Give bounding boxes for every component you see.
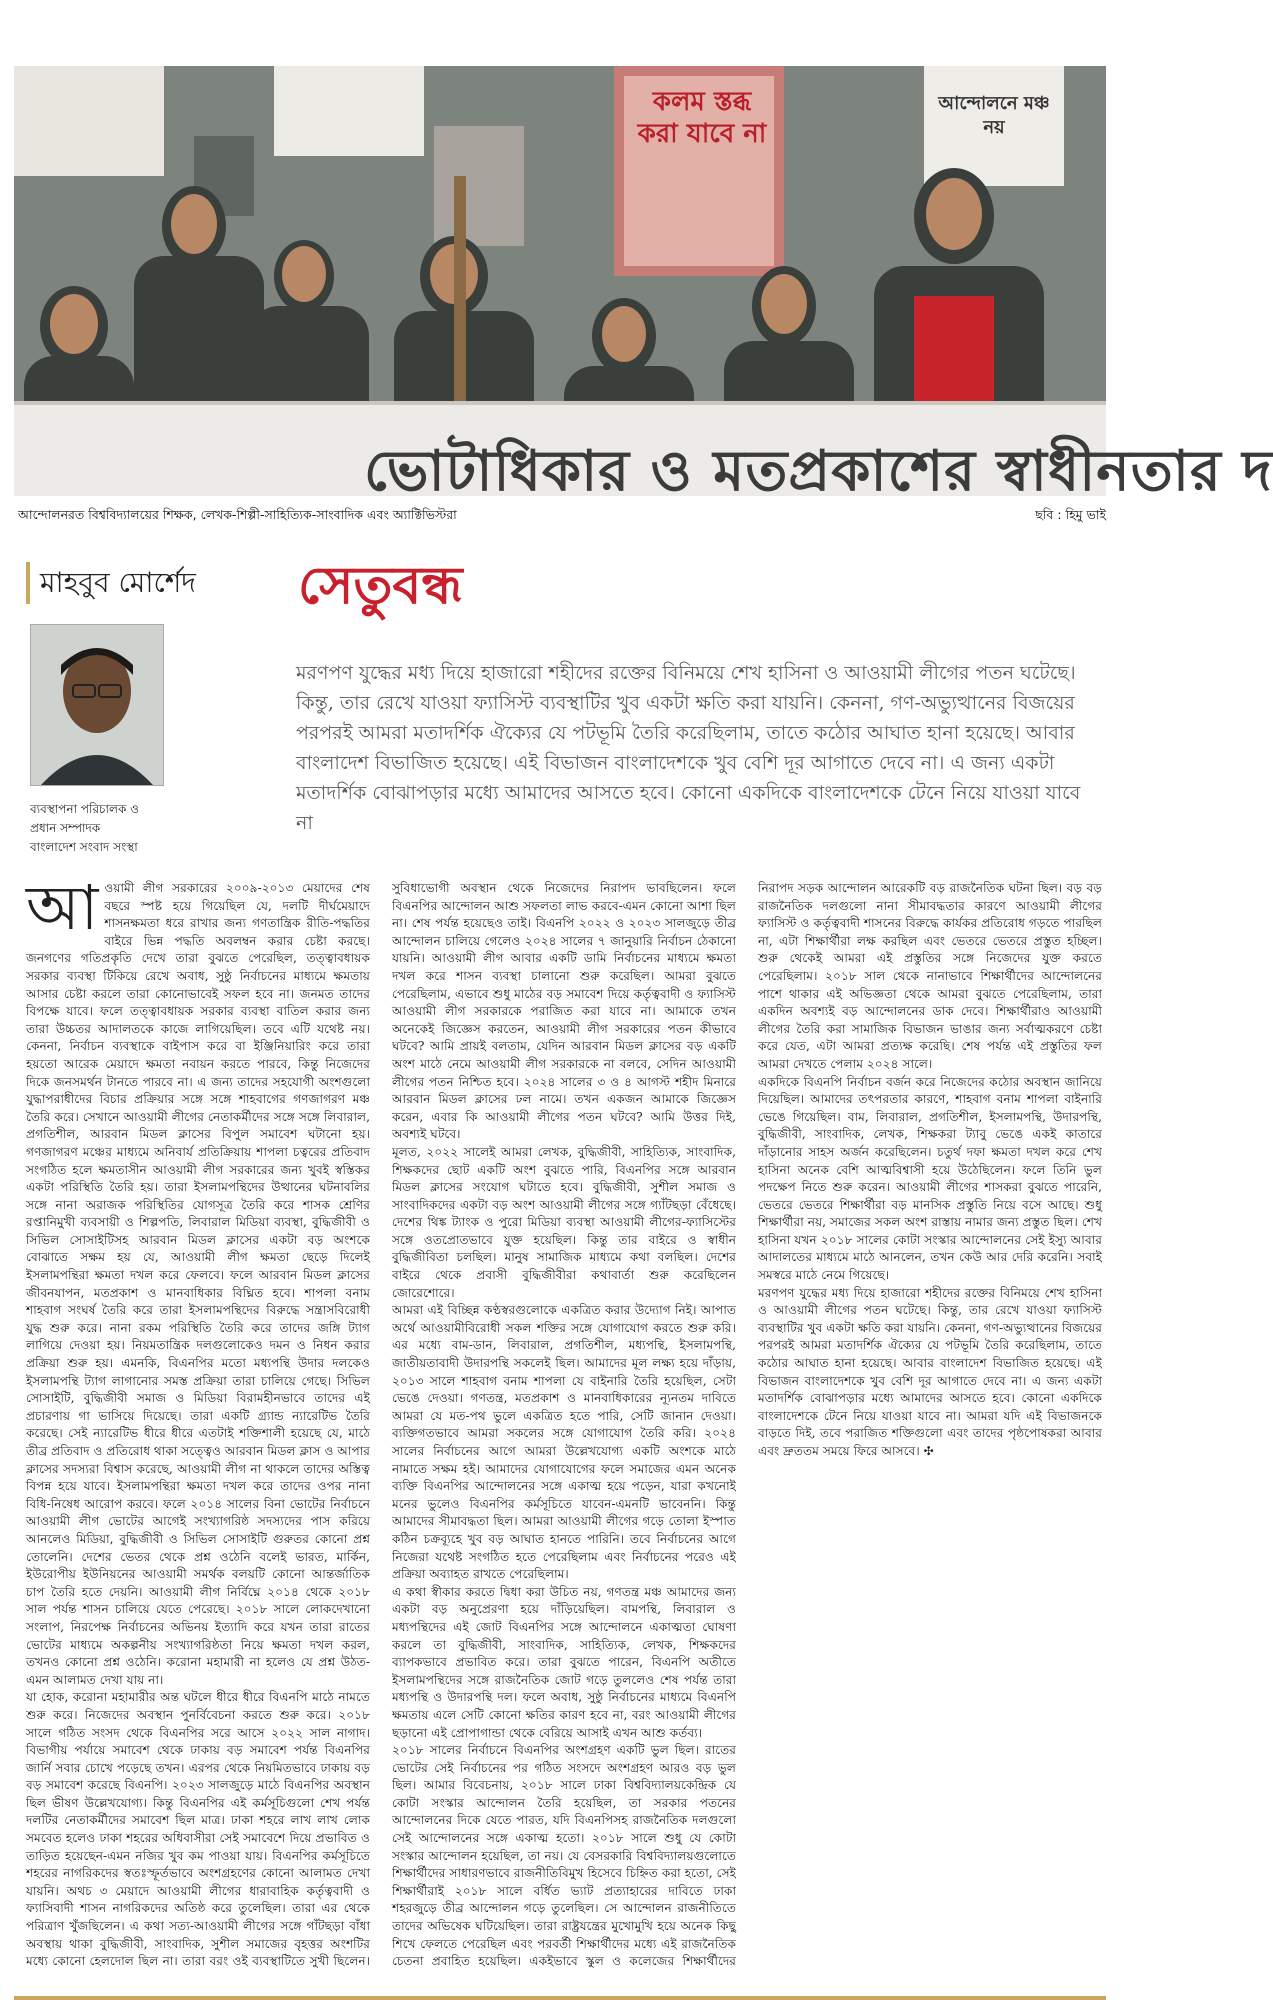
photo-credit: ছবি : হিমু ভাই — [1035, 507, 1106, 522]
banner-slogan: ভোটাধিকার ও মতপ্রকাশের স্বাধীনতার দ — [364, 438, 1273, 504]
author-role — [30, 800, 210, 857]
lead-paragraph: মরণপণ যুদ্ধের মধ্য দিয়ে হাজারো শহীদের রক্তের বিনিময়ে শেখ হাসিনা ও আওয়ামী লীগের পতন ঘটেছে। কিন্তু, তার রেখে যাওয়া ফ্যাসিস্ট ব্যবস্থাটির খুব একটা ক্ষতি করা যায়নি। কেননা, গণ-অভ্যুত্থানের বিজয়ের পরপরই আমরা মতাদর্শিক ঐক্যের যে পটভূমি তৈরি করেছিলাম, তাতে কঠোর আঘাত হানা হয়েছে। আবার বাংলাদেশ বিভাজিত হয়েছে। এই বিভাজন বাংলাদেশকে খুব বেশি দূর আগাতে দেবে না। এ জন্য একটা মতাদর্শিক বোঝাপড়ার মধ্যে আমাদের আসতে হবে। কোনো একদিকে বাংলাদেশকে টেনে নিয়ে যাওয়া যাবে না — [296, 662, 1081, 834]
author-role-line: বাংলাদেশ সংবাদ সংস্থা — [30, 840, 138, 854]
article-body — [26, 871, 1102, 1980]
body-paragraph: এ কথা স্বীকার করতে দ্বিধা করা উচিত নয়, গণতন্ত্র মঞ্চ আমাদের জন্য একটা বড় অনুপ্রেরণা হয়ে দাঁড়িয়েছিল। বামপন্থি, লিবারাল ও মধ্যপন্থিদের এই জোট বিএনপির সঙ্গে আন্দোলনে একাত্মতা ঘোষণা করলে তা বুদ্ধিজীবী, সাংবাদিক, সাহিত্যিক, লেখক, শিক্ষকদের ব্যাপকভাবে প্রভাবিত করে। তারা বুঝতে পারেন, বিএনপি অতীতে ইসলামপন্থিদের সঙ্গে রাজনৈতিক জোট গড়ে তুললেও শেষ পর্যন্ত তারা মধ্যপন্থি ও উদারপন্থি দল। ফলে অবাধ, সুষ্ঠু নির্বাচনের মাধ্যমে বিএনপি ক্ষমতায় এলে সেটি কোনো ক্ষতির কারণ হবে না, বরং আওয়ামী লীগের ছড়ানো এই প্রোপাগান্ডা থেকে বেরিয়ে আসাই এখন আশু কর্তব্য। — [392, 1584, 736, 1740]
hero-photo — [14, 66, 1273, 504]
body-paragraph: মূলত, ২০২২ সালেই আমরা লেখক, বুদ্ধিজীবী, সাহিত্যিক, সাংবাদিক, শিক্ষকদের ছোট একটি অংশ বুঝতে পারি, বিএনপির সঙ্গে আরবান মিডল ক্লাসের সংযোগ ঘটাতে হবে। বুদ্ধিজীবী, সুশীল সমাজ ও সাংবাদিকদের একটা বড় অংশ আওয়ামী লীগের সঙ্গে গ্যাঁটছড়া বেঁধেছে। দেশের থিঙ্ক ট্যাংক ও পুরো মিডিয়া ব্যবস্থা আওয়ামী লীগের-ফ্যাসিস্টের সঙ্গে ওতপ্রোতভাবে যুক্ত হয়েছিল। কিন্তু তার বাইরে ও স্বাধীন বুদ্ধিজীবিতা চলছিল। মানুষ সামাজিক মাধ্যমে কথা বলছিল। দেশের বাইরে থেকে প্রবাসী বুদ্ধিজীবীরা কথাবার্তা শুরু করেছিলেন জোরেশোরে। — [392, 1144, 736, 1300]
footer-rule — [14, 1996, 1106, 2000]
body-paragraph: আমরা এই বিচ্ছিন্ন কণ্ঠস্বরগুলোকে একত্রিত করার উদ্যোগ নিই। আপাত অর্থে আওয়ামীবিরোধী সকল শক্তির সঙ্গে যোগাযোগ করতে শুরু করি। এর মধ্যে বাম-ডান, লিবারাল, প্রগতিশীল, মধ্যপন্থি, ইসলামপন্থি, জাতীয়তাবাদী উদারপন্থি সকলেই ছিল। আমাদের মূল লক্ষ্য হয়ে দাঁড়ায়, ২০১৩ সালে শাহবাগ বনাম শাপলা যে বাইনারি তৈরি হয়েছিল, সেটা ভেঙে দেওয়া। গণতন্ত্র, মতপ্রকাশ ও মানবাধিকারের ন্যূনতম দাবিতে আমরা যে মত-পথ ভুলে একত্রিত হতে পারি, সেটি জানান দেওয়া। ব্যক্তিগতভাবে আমরা সকলের সঙ্গে যোগাযোগ তৈরি করি। ২০২৪ সালের নির্বাচনের আগে আমরা উল্লেখযোগ্য একটি অংশকে মাঠে নামাতে সক্ষম হই। আমাদের যোগাযোগের ফলে সমাজের এমন অনেক ব্যক্তি বিএনপির আন্দোলনের সঙ্গে একাত্ম হয়ে পড়েন, যারা কখনোই মনের ভুলেও বিএনপির কর্মসূচিতে যাবেন-এমনটি ভাবেননি। কিন্তু আমাদের সীমাবদ্ধতা ছিল। আমরা আওয়ামী লীগের গড়ে তোলা ইস্পাত কঠিন চক্রব্যূহে খুব বড় আঘাত হানতে পারিনি। তবে নির্বাচনের আগে নিজেরা যথেষ্ট সংগঠিত হতে পেরেছিলাম এবং নির্বাচনের পরেও এই প্রক্রিয়া অব্যাহত রাখতে পেরেছিলাম। — [392, 1303, 736, 1582]
author-role-line: প্রধান সম্পাদক — [30, 821, 101, 835]
body-paragraph — [26, 871, 371, 1689]
body-paragraph: ২০১৮ সালের নির্বাচনে বিএনপির অংশগ্রহণ একটি ভুল ছিল। রাতের ভোটের সেই নির্বাচনের পর গঠিত সংসদে অংশগ্রহণ আরও বড় ভুল ছিল। আমার বিবেচনায়, ২০১৮ সালে ঢাকা বিশ্ববিদ্যালয়কেন্দ্রিক যে কোটা সংস্কার আন্দোলন তৈরি হয়েছিল, তা সরকার পতনের আন্দোলনের দিকে যেতে পারত, যদি বিএনপিসহ রাজনৈতিক দলগুলো সেই আন্দোলনের সঙ্গে একাত্ম হতো। ২০১৮ সালে শুধু যে কোটা সংস্কার আন্দোলন হয়েছিল, তা নয়। যে বেসরকারি বিশ্ববিদ্যালয়গুলোতে শিক্ষার্থীদের সাধারণভাবে রাজনীতিবিমুখ হিসেবে চিহ্নিত করা হতো, সেই শিক্ষার্থীরাই ২০১৮ সালে বর্ধিত ভ্যাট প্রত্যাহারের দাবিতে ঢাকা শহরজুড়ে তীব্র আন্দোলন গড়ে তুলেছিল। সে আন্দোলন রাজনীতিতে তাদের অভিষেক ঘটিয়েছিল। তারা রাষ্ট্রযন্ত্রের মুখোমুখি হয়ে অনেক কিছু শিখে ফেলতে পেরেছিল এবং পরবর্তী শিক্ষার্থীদের মধ্যে এই রাজনৈতিক চেতনা প্রবাহিত হয়েছিল। একইভাবে স্কুল ও কলেজের শিক্ষার্থীদের নিরাপদ সড়ক আন্দোলন আরেকটি বড় রাজনৈতিক ঘটনা ছিল। বড় বড় রাজনৈতিক দলগুলো নানা সীমাবদ্ধতার কারণে আওয়ামী লীগের ফ্যাসিস্ট ও কর্তৃত্ববাদী শাসনের বিরুদ্ধে কার্যকর প্রতিরোধ গড়তে পারছিল না, এটা শিক্ষার্থীরা লক্ষ করছিল এবং ভেতরে ভেতরে প্রস্তুত হচ্ছিল। শুরু থেকেই আমরা এই প্রস্তুতির সঙ্গে নিজেদের যুক্ত করতে পেরেছিলাম। ২০১৮ সাল থেকে নানাভাবে শিক্ষার্থীদের আন্দোলনের পাশে থাকার এই অভিজ্ঞতা থেকে আমরা বুঝতে পেরেছিলাম, তারা একদিন অবশ্যই বড় আন্দোলনের ডাক দেবে। শিক্ষার্থীরাও আওয়ামী লীগের তৈরি করা সামাজিক বিভাজন ভাঙার জন্য সর্বাত্মকরণে চেষ্টা করে যেত, এটা আমরা প্রত্যক্ষ করেছি। শেষ পর্যন্ত এই প্রস্তুতির ফল আমরা দেখতে পেলাম ২০২৪ সালে। — [392, 881, 1102, 1969]
body-paragraph: একদিকে বিএনপি নির্বাচন বর্জন করে নিজেদের কঠোর অবস্থান জানিয়ে দিয়েছিল। আমাদের তৎপরতার কারণে, শাহবাগ বনাম শাপলা বাইনারি ভেঙে গিয়েছিল। বাম, লিবারাল, প্রগতিশীল, ইসলামপন্থি, উদারপন্থি, বুদ্ধিজীবী, সাংবাদিক, লেখক, শিক্ষকরা ট্যাবু ভেঙে একই কাতারে দাঁড়ানোর সাহস অর্জন করেছিলেন। চতুর্থ দফা ক্ষমতা দখল করে শেখ হাসিনা অনেক বেশি আত্মবিশ্বাসী হয়ে উঠেছিলেন। ফলে তিনি ভুল পদক্ষেপ নিতে শুরু করেন। আওয়ামী লীগের শাসকরা বুঝতে পারেনি, ভেতরে ভেতরে শিক্ষার্থীরা বড় মানসিক প্রস্তুতি নিয়ে বসে আছে। শুধু শিক্ষার্থীরা নয়, সমাজের সকল অংশ রাস্তায় নামার জন্য প্রস্তুত ছিল। শেখ হাসিনা যখন ২০১৮ সালের কোটা সংস্কার আন্দোলনের সেই ইস্যু আবার আদালতের মাধ্যমে মাঠে আনলেন, তখন কেউ আর দেরি করেনি। সবাই সমস্বরে মাঠে নেমে গিয়েছে। — [758, 1074, 1102, 1283]
author-name: মাহবুব মোর্শেদ — [26, 562, 196, 604]
body-paragraph: মরণপণ যুদ্ধের মধ্য দিয়ে হাজারো শহীদের রক্তের বিনিময়ে শেখ হাসিনা ও আওয়ামী লীগের পতন ঘটেছে। কিন্তু, তার রেখে যাওয়া ফ্যাসিস্ট ব্যবস্থাটির খুব একটা ক্ষতি করা যায়নি। কেননা, গণ-অভ্যুত্থানের বিজয়ের পরপরই আমরা মতাদর্শিক ঐক্যের যে পটভূমি তৈরি করেছিলাম, তাতে কঠোর আঘাত হানা হয়েছে। আবার বাংলাদেশ বিভাজিত হয়েছে। এই বিভাজন বাংলাদেশকে খুব বেশি দূর আগাতে দেবে না। এ জন্য একটা মতাদর্শিক বোঝাপড়ার মধ্যে আমাদের আসতে হবে। কোনো একদিকে বাংলাদেশকে টেনে নিয়ে যাওয়া যাবে না। আমরা যদি এই বিভাজনকে বাড়তে দিই, তবে পরাজিত শক্তিগুলো এবং তাদের পৃষ্ঠপোষকরা আবার এবং দ্রুততম সময়ে ফিরে আসবে। ✣ — [758, 1285, 1102, 1458]
photo-caption — [14, 505, 1106, 525]
photo-caption-text: আন্দোলনরত বিশ্ববিদ্যালয়ের শিক্ষক, লেখক-শিল্পী-সাহিত্যিক-সাংবাদিক এবং অ্যাক্টিভিস্টরা — [18, 507, 457, 522]
author-portrait-illustration — [31, 625, 163, 785]
column-title: সেতুবন্ধ — [298, 555, 463, 616]
protest-sign-text-right: আন্দোলনে মঞ্চ নয় — [938, 93, 1050, 138]
body-paragraph-text: ওয়ামী লীগ সরকারের ২০০৯-২০১৩ মেয়াদের শেষ বছরে স্পষ্ট হয়ে গিয়েছিল যে, দলটি দীর্ঘমেয়াদে শাসনক্ষমতা ধরে রাখার জন্য গণতান্ত্রিক রীতি-পদ্ধতির বাইরে ভিন্ন পদ্ধতি অবলম্বন করার চেষ্টা করছে। জনগণের গতিপ্রকৃতি দেখে তারা বুঝতে পেরেছিল, তত্ত্বাবধায়ক সরকার ব্যবস্থা টিকিয়ে রেখে অবাধ, সুষ্ঠু নির্বাচনের মাধ্যমে ক্ষমতায় আসার চেষ্টা করলে তারা কোনোভাবেই সফল হবে না। জনমত তাদের বিপক্ষে যাবে। ফলে তত্ত্বাবধায়ক সরকার ব্যবস্থা বাতিল করার জন্য তারা উচ্চতর আদালতকে কাজে লাগিয়েছিল। তবে এটি যথেষ্ট নয়। কেননা, নির্বাচন ব্যবস্থাকে বাইপাস করে বা ইঞ্জিনিয়ারিং করে তারা হয়তো আরেক মেয়াদে ক্ষমতা নবায়ন করতে পারবে, কিন্তু নিজেদের দিকে জনসমর্থন টানতে পারবে না। এ জন্য তাদের সহযোগী অংশগুলো যুদ্ধাপরাধীদের বিচার প্রক্রিয়ার সঙ্গে সঙ্গে শাহবাগের গণজাগরণ মঞ্চ তৈরি করে। সেখানে আওয়ামী লীগের নেতাকর্মীদের সঙ্গে সঙ্গে লিবারাল, প্রগতিশীল, আরবান মিডল ক্লাসের বিপুল সমাবেশ ঘটানো হয়। গণজাগরণ মঞ্চের মাধ্যমে অনিবার্য প্রতিক্রিয়ায় শাপলা চত্বরের প্রতিবাদ সংগঠিত হলে ক্ষমতাসীন আওয়ামী লীগ সরকারের জন্য খুবই স্বস্তিকর একটা পরিস্থিতি তৈরি হয়। তারা ইসলামপন্থিদের উত্থানের ঘটনাবলির সঙ্গে নানা অরাজক পরিস্থিতির যোগসূত্র তৈরি করে শাসক শ্রেণির রপ্তানিমুখী ব্যবসায়ী ও শিল্পপতি, লিবারাল মিডিয়া ব্যবস্থা, বুদ্ধিজীবী ও সিভিল সোসাইটিসহ আরবান মিডল ক্লাসের একটা বড় অংশকে বোঝাতে সক্ষম হয় যে, আওয়ামী লীগ ক্ষমতা ছেড়ে দিলেই ইসলামপন্থিরা ক্ষমতা দখল করে ফেলবে। ফলে আরবান মিডল ক্লাসের জীবনযাপন, মতপ্রকাশ ও মানবাধিকার বিঘ্নিত হবে। শাপলা বনাম শাহবাগ সংঘর্ষ তৈরি করে তারা ইসলামপন্থিদের বিরুদ্ধে সন্ত্রাসবিরোধী যুদ্ধ শুরু করে। নানা রকম পরিস্থিতি তৈরি করে তাদের জঙ্গি ট্যাগ লাগিয়ে দেওয়া হয়। নিয়মতান্ত্রিক দলগুলোকেও দমন ও নিধন করার প্রক্রিয়া শুরু হয়। এমনকি, বিএনপির মতো মধ্যপন্থি উদার দলকেও ইসলামপন্থি ট্যাগ লাগানোর সমস্ত প্রক্রিয়া তারা চালিয়ে গেছে। সিভিল সোসাইটি, বুদ্ধিজীবী সমাজ ও মিডিয়া বিরামহীনভাবে তাদের এই প্রচারণায় গা ভাসিয়ে দিয়েছে। তারা একটি গ্র্যান্ড ন্যারেটিভ তৈরি করেছে। সেই ন্যারেটিভ ধীরে ধীরে এতটাই শক্তিশালী হয়েছে যে, মাঠে তীব্র প্রতিবাদ ও প্রতিরোধ থাকা সত্ত্বেও আরবান মিডল ক্লাস ও আপার ক্লাসের সদস্যরা বিশ্বাস করেছে, আওয়ামী লীগ না থাকলে তাদের অস্তিত্ব বিপন্ন হয়ে যাবে। ইসলামপন্থিরা ক্ষমতা দখল করে তাদের ওপর নানা বিধি-নিষেধ আরোপ করবে। ফলে ২০১৪ সালের বিনা ভোটের নির্বাচনে আওয়ামী লীগ ভোটের আগেই সংখ্যাগরিষ্ঠ সদস্যদের পাস করিয়ে আনলেও মিডিয়া, বুদ্ধিজীবী ও সিভিল সোসাইটি গুরুতর কোনো প্রশ্ন তোলেনি। দেশের ভেতর থেকে প্রশ্ন ওঠেনি বলেই ভারত, মার্কিন, ইউরোপীয় ইউনিয়নের আওয়ামী সমর্থক বলয়টি কোনো আন্তর্জাতিক চাপ তৈরি হতে দেয়নি। আওয়ামী লীগ নির্বিঘ্নে ২০১৪ থেকে ২০১৮ সাল পর্যন্ত শাসন চালিয়ে যেতে পেরেছে। ২০১৮ সালে লোকদেখানো সংলাপ, নিরপেক্ষ নির্বাচনের অভিনয় ইত্যাদি করে যখন তারা রাতের ভোটের মাধ্যমে অকল্পনীয় সংখ্যাগরিষ্ঠতা নিয়ে ক্ষমতা দখল করল, তখনও কোনো প্রশ্ন ওঠেনি। করোনা মহামারী না হলেও যে প্রশ্ন উঠত-এমন আলামত দেখা যায় না। — [26, 881, 371, 1687]
author-portrait — [30, 624, 164, 786]
drop-cap: আ — [26, 871, 99, 944]
protest-sign-text: কলম স্তব্ধ করা যাবে না — [637, 87, 767, 149]
body-paragraph: যা হোক, করোনা মহামারীর অন্ত ঘটলে ধীরে ধীরে বিএনপি মাঠে নামতে শুরু করে। নিজেদের অবস্থান পুনর্বিবেচনা করতে শুরু করে। ২০১৮ সালে গঠিত সংসদ থেকে বিএনপির সরে আসে ২০২২ সাল নাগাদ। বিভাগীয় পর্যায়ে সমাবেশ থেকে ঢাকায় বড় সমাবেশ পর্যন্ত বিএনপির জার্নি সবার চোখে পড়েছে তখন। এরপর থেকে নিয়মিতভাবে ঢাকায় বড় বড় সমাবেশ করেছে বিএনপি। ২০২৩ সালজুড়ে মাঠে বিএনপির অবস্থান ছিল ভীষণ উল্লেখযোগ্য। কিন্তু বিএনপির এই কর্মসূচিগুলো শেখ পর্যন্ত দলটির নেতাকর্মীদের সমাবেশ ছিল মাত্র। ঢাকা শহরে লাখ লাখ লোক সমবেত হলেও ঢাকা শহরের অধিবাসীরা সেই সমাবেশে দিয়ে প্রভাবিত ও তাড়িত হয়েছেন-এমন নজির খুব কম পাওয়া যায়। বিএনপির কর্মসূচিতে শহরের নাগরিকদের স্বতঃস্ফূর্তভাবে অংশগ্রহণের কোনো আলামত দেখা যায়নি। অথচ ৩ মেয়াদে আওয়ামী লীগের ধারাবাহিক কর্তৃত্ববাদী ও ফ্যাসিবাদী শাসন নাগরিকদের অতিষ্ঠ করে তুলেছিল। তারা এর থেকে পরিত্রাণ খুঁজছিলেন। এ কথা সত্য-আওয়ামী লীগের সঙ্গে গাঁটছড়া বাঁধা অবস্থায় থাকা বুদ্ধিজীবী, সাংবাদিক, সুশীল সমাজের বৃহত্তর অংশটির মধ্যে কোনো হেলদোল ছিল না। তারা বরং ওই ব্যবস্থাটিতে সুখী ছিলেন। সুবিধাভোগী অবস্থান থেকে নিজেদের নিরাপদ ভাবছিলেন। ফলে বিএনপির আন্দোলন আশু সফলতা লাভ করবে-এমন কোনো আশা ছিল না। শেষ পর্যন্ত হয়েছেও তাই। বিএনপি ২০২২ ও ২০২৩ সালজুড়ে তীব্র আন্দোলন চালিয়ে গেলেও ২০২৪ সালের ৭ জানুয়ারি নির্বাচন ঠেকানো যায়নি। আওয়ামী লীগ আবার একটি ডামি নির্বাচনের মাধ্যমে ক্ষমতা দখল করে শাসন ব্যবস্থা চালানো শুরু করেছিল। আমরা বুঝতে পেরেছিলাম, এভাবে শুধু মাঠের বড় সমাবেশ দিয়ে কর্তৃত্ববাদী ও ফ্যাসিস্ট আওয়ামী লীগ সরকারকে পরাজিত করা যাবে না। আমাকে তখন অনেকেই জিজ্ঞেস করতেন, আওয়ামী লীগ সরকারের পতন কীভাবে ঘটবে? আমি প্রায়ই বলতাম, যেদিন আরবান মিডল ক্লাসের বড় একটি অংশ মাঠে নেমে আওয়ামী লীগ সরকারকে না বলবে, সেদিন আওয়ামী লীগের পতন নিশ্চিত হবে। ২০২৪ সালের ৩ ও ৪ আগস্ট শহীদ মিনারে আরবান মিডল ক্লাসের ঢল নামে। তখন একজন আমাকে জিজ্ঞেস করেন, এবার কি আওয়ামী লীগের পতন ঘটবে? আমি উত্তর দিই, অবশ্যই ঘটবে। — [26, 881, 736, 1969]
author-role-line: ব্যবস্থাপনা পরিচালক ও — [30, 802, 139, 816]
